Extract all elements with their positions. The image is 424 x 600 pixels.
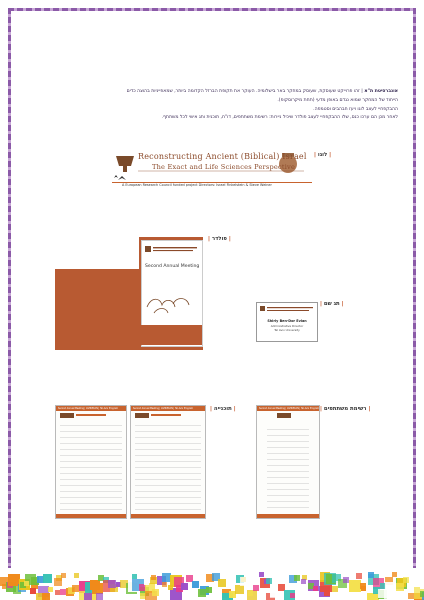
program-page-1 [55,405,127,519]
logo-line-2: The Exact and Life Sciences Perspective [152,163,296,171]
decor-square [385,582,393,590]
decor-square [152,589,159,596]
label-bracket: | [228,236,231,242]
decor-square [168,585,173,590]
decor-square [384,590,396,600]
page-frame-right [413,8,416,568]
decor-square [43,574,52,583]
page-frame-left [8,8,11,568]
label-bracket: | [314,152,316,158]
label-bracket: | [368,406,371,412]
label-bracket: | [320,301,322,307]
decor-square [356,573,362,579]
doc-logo [135,413,149,418]
intro-line-3: ההבקפחיי לעצב לוגו ויעז חבהבים וסטמפה. [313,106,398,112]
doc-header [257,406,319,411]
card-role: Administrative Director [270,324,304,328]
decor-square [48,587,53,592]
participants-list-page [256,405,320,519]
intro-line-1 [30,88,398,97]
decor-square [396,583,404,591]
doc-logo [277,413,291,418]
decor-square [206,587,212,593]
folder-flap [55,237,139,269]
decor-square [144,580,149,585]
doc-logo-text [76,414,106,416]
decor-square [290,593,295,598]
logo-label [314,152,331,158]
decor-square [218,579,226,587]
card-affiliation: Tel Aviv University [274,328,300,332]
intro-line-2: הייחוד של המחקר שמוא נגדם באופן מדעי (תחת מיקרוסקופ). [277,97,398,103]
intro-line-1-text: | זהו פרוייקט שעוסקת, שעוסק במחקר באר בישלומיה. העוקר את תקופת הברזל הקדומה ביותר, שמאפייניות בהוצה כדים [126,89,363,94]
doc-header-text: Second Annual Meeting | ASHKELON | Tel Aviv Program [133,406,194,410]
decor-square [420,583,424,589]
decorative-bottom-strip [0,568,424,600]
decor-square [54,578,62,586]
label-bracket: | [233,406,236,412]
decor-square [72,585,79,592]
doc-footer [257,514,319,518]
doc-body-lines [60,422,122,510]
folder-mockup [55,237,203,350]
doc-header-text: Second Annual Meeting | ASHKELON | Tel Aviv Program [58,406,119,410]
decor-square [313,586,318,591]
decor-square [403,577,409,583]
doc-logo-text [151,414,181,416]
logo-line-1: Reconstructing Ancient (Biblical) Israel [138,152,307,161]
doc-body-lines [267,426,309,510]
folder-label-text: פולדר [211,236,227,242]
decor-square [270,590,277,597]
nametag-label-text: תג שם [323,301,340,307]
decor-square [301,579,306,584]
name-tag-card [256,302,318,342]
decor-square [253,585,259,591]
nametag-label [320,301,344,307]
decor-square [420,591,424,597]
label-bracket: | [208,236,210,242]
program-label-text: תוכנייה [213,406,232,412]
decor-square [324,590,330,596]
doc-logo [60,413,74,418]
logo-subtitle: A European Research Council funded project Directors: Israel Finkelstein & Steve Weiner [122,183,272,187]
doc-footer [56,514,126,518]
label-bracket: | [320,406,322,412]
decor-square [90,580,100,590]
folder-stripe [141,325,202,345]
doc-body-lines [135,422,201,510]
decor-square [294,575,300,581]
decor-square [74,573,79,578]
participants-label [320,406,370,412]
decor-square [84,593,92,600]
card-name: Shirly Ben-Dor Evian [267,319,307,323]
decor-square [266,578,272,584]
doc-header-text: Second Annual Meeting | ASHKELON | Tel Aviv Program [259,406,320,410]
intro-line-4: לאחר מכן הם ערכו כנס, שלו ההבקפחיי לעצב פולדר שיכיל ניירות: רשימת משתתפים, דו"ח, תוכנית ותג אישי לכל משתתף. [161,115,398,121]
program-label [210,406,236,412]
decor-square [192,581,199,588]
decor-square [360,583,366,589]
intro-bold: אונברסיטת ת"א [364,89,398,94]
logo-label-text: לוגו [317,152,328,158]
decor-square [108,580,116,588]
decor-square [24,581,29,586]
decor-square [198,589,206,597]
decor-square [259,572,264,577]
doc-header [131,406,205,411]
label-bracket: | [210,406,212,412]
decor-square [162,582,167,587]
project-logo [112,150,312,192]
decor-square [151,575,156,580]
decor-square [248,591,253,596]
label-bracket: | [329,152,332,158]
decor-square [181,583,188,590]
participants-label-text: רשימת משתתפים [323,406,367,412]
decor-square [246,578,251,583]
decor-square [392,572,397,577]
label-bracket: | [341,301,344,307]
doc-header [56,406,126,411]
page-frame-top [8,8,416,11]
decor-square [235,585,244,594]
decor-square [96,593,103,600]
doc-footer [131,514,205,518]
card-logo-graphic [257,303,317,317]
folder-title: Second Annual Meeting [145,264,200,269]
folder-label [208,236,231,242]
intro-text [30,88,398,123]
decor-square [61,573,66,578]
decor-square [42,593,50,600]
program-page-2 [130,405,206,519]
